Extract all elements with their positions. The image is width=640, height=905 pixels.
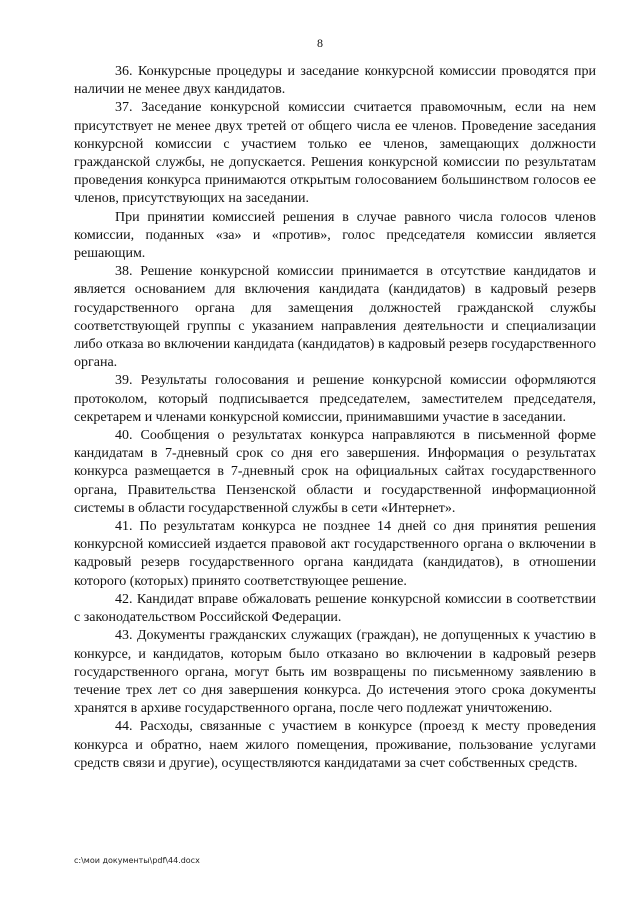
paragraph-42: 42. Кандидат вправе обжаловать решение конкурсной комиссии в соответствии с законодательством Российской Федерации. bbox=[74, 591, 596, 626]
paragraph-41: 41. По результатам конкурса не позднее 14 дней со дня принятия решения конкурсной комиссией издается правовой акт государственного органа о включении в кадровый резерв государственного органа кандидата (кандидатов), в отношении которого (которых) принято соответствующее решение. bbox=[74, 519, 596, 589]
footer-file-path: c:\мои документы\pdf\44.docx bbox=[74, 856, 200, 865]
paragraph-40: 40. Сообщения о результатах конкурса направляются в письменной форме кандидатам в 7-дневный срок со дня его завершения. Информация о результатах конкурса размещается в 7-дневный срок на официальных сайтах государственного органа, Правительства Пензенской области и государственной информационной системы в области государственной службы в сети «Интернет». bbox=[74, 428, 596, 516]
paragraph-37: 37. Заседание конкурсной комиссии считается правомочным, если на нем присутствует не менее двух третей от общего числа ее членов. Проведение заседания конкурсной комиссии с участием только ее членов, замещающих должности гражданской службы, не допускается. Решения конкурсной комиссии по результатам проведения конкурса принимаются открытым голосованием большинством голосов ее членов, присутствующих на заседании. bbox=[74, 100, 596, 207]
paragraph-39: 39. Результаты голосования и решение конкурсной комиссии оформляются протоколом, который подписывается председателем, заместителем председателя, секретарем и членами конкурсной комиссии, принимавшими участие в заседании. bbox=[74, 373, 596, 425]
paragraph-43: 43. Документы гражданских служащих (граждан), не допущенных к участию в конкурсе, и кандидатов, которым было отказано во включении в кадровый резерв государственного органа, могут быть им возвращены по письменному заявлению в течение трех лет со дня завершения конкурса. До истечения этого срока документы хранятся в архиве государственного органа, после чего подлежат уничтожению. bbox=[74, 628, 596, 717]
paragraph-38: 38. Решение конкурсной комиссии принимается в отсутствие кандидатов и является основанием для включения кандидата (кандидатов) в кадровый резерв государственного органа для замещения должностей гражданской службы соответствующей группы с указанием направления деятельности и специализации либо отказа во включении кандидата (кандидатов) в кадровый резерв государственного органа. bbox=[74, 264, 596, 371]
paragraph-36: 36. Конкурсные процедуры и заседание конкурсной комиссии проводятся при наличии не менее двух кандидатов. bbox=[74, 64, 596, 98]
document-body bbox=[74, 63, 596, 773]
paragraph-44: 44. Расходы, связанные с участием в конкурсе (проезд к месту проведения конкурса и обратно, наем жилого помещения, проживание, пользование услугами средств связи и другие), осуществляются кандидатами за счет собственных средств. bbox=[74, 719, 596, 771]
page-number: 8 bbox=[317, 36, 323, 50]
paragraph-37-tie-vote: При принятии комиссией решения в случае равного числа голосов членов комиссии, поданных «за» и «против», голос председателя комиссии является решающим. bbox=[74, 209, 596, 262]
